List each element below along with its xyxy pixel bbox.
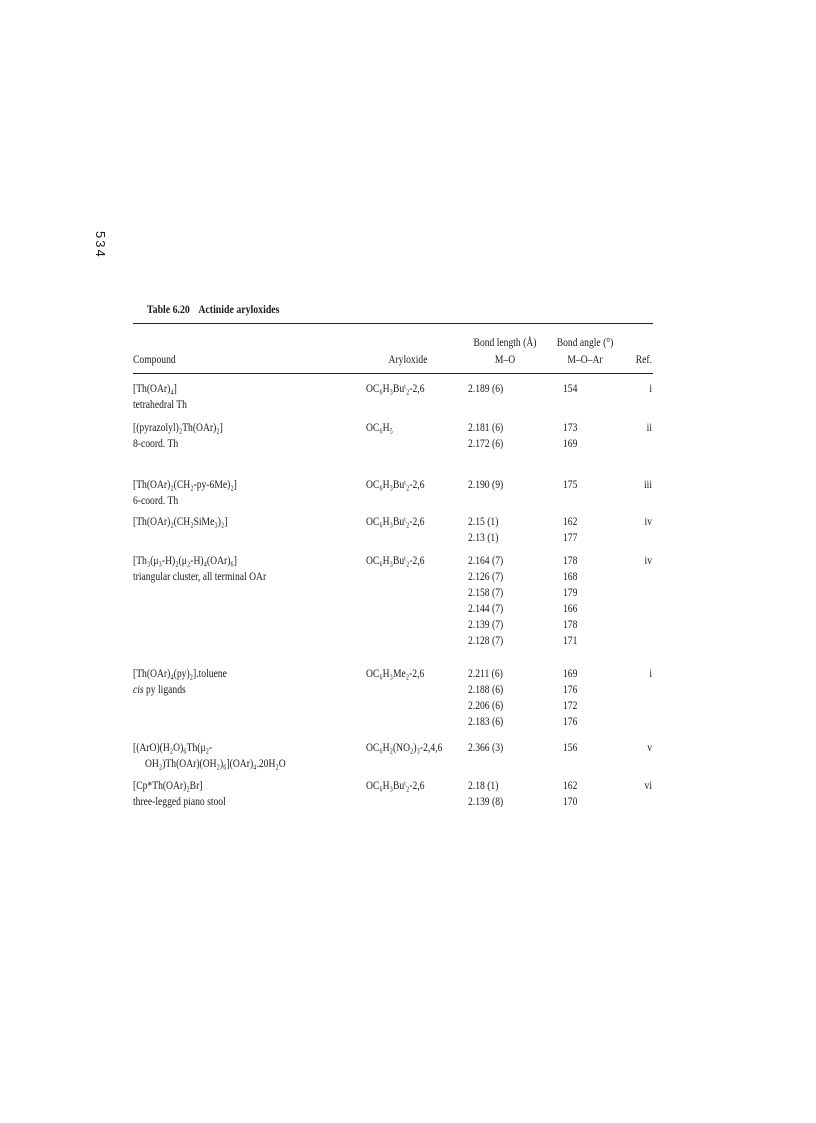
bond-angle-value: 169 [563,666,578,680]
bond-length-value: 2.128 (7) [468,632,504,647]
compound-note: 6-coord. Th [133,492,179,507]
bond-length-value: 2.183 (6) [468,713,504,728]
page-number: 534 [93,231,108,259]
bond-length-value: 2.366 (3) [468,740,504,754]
bond-angle-value: 162 [563,514,578,528]
note-italic: cis [133,681,144,696]
aryloxide-cell: OC₆H₃Buᵗ₂-2,6 [366,514,425,528]
header-bond-angle-sub: M–O–Ar [567,352,603,366]
bond-angle-value: 171 [563,632,578,647]
bond-length-value: 2.158 (7) [468,584,504,599]
bond-length-value: 2.139 (8) [468,793,504,808]
aryloxide-cell: OC₆H₃Buᵗ₂-2,6 [366,381,425,395]
header-compound: Compound [133,352,176,366]
bond-length-value: 2.206 (6) [468,697,504,712]
bond-length-value: 2.18 (1) [468,778,499,792]
table-title: Actinide aryloxides [198,302,280,316]
bond-length-value: 2.15 (1) [468,514,499,528]
bond-angle-value: 169 [563,435,578,450]
bond-angle-value: 166 [563,600,578,615]
bond-length-value: 2.211 (6) [468,666,503,680]
ref-cell: ii [646,420,652,434]
ref-cell: vi [644,778,652,792]
compound-note: tetrahedral Th [133,396,187,411]
compound-cell: [Th(OAr)₄(py)₂].toluene [133,666,227,680]
compound-cell: [Th(OAr)₂(CH₂-py-6Me)₂] [133,477,237,491]
aryloxide-cell: OC₆H₃Buᵗ₂-2,6 [366,477,425,491]
ref-cell: iii [643,477,652,491]
bond-length-value: 2.172 (6) [468,435,504,450]
table-caption [147,302,280,317]
compound-cell: [(pyrazolyl)₂Th(OAr)₂] [133,420,223,434]
bond-angle-value: 168 [563,568,578,583]
header-bond-angle: Bond angle (°) [556,335,614,349]
bond-angle-value: 178 [563,553,578,567]
aryloxide-cell: OC₆H₃Buᵗ₂-2,6 [366,553,425,567]
table-header-rule [133,373,653,374]
bond-length-value: 2.181 (6) [468,420,504,434]
ref-cell: iv [644,514,652,528]
compound-note: py ligands [146,681,186,696]
bond-length-value: 2.164 (7) [468,553,504,567]
ref-cell: i [649,666,652,680]
bond-length-value: 2.13 (1) [468,529,499,544]
table-top-rule [133,323,653,324]
bond-angle-value: 175 [563,477,578,491]
header-aryloxide: Aryloxide [388,352,428,366]
table-number: Table 6.20 [147,302,190,316]
compound-note: triangular cluster, all terminal OAr [133,568,267,583]
aryloxide-cell: OC₆H₅ [366,420,393,434]
bond-length-value: 2.126 (7) [468,568,504,583]
bond-length-value: 2.188 (6) [468,681,504,696]
bond-angle-value: 177 [563,529,578,544]
header-ref: Ref. [635,352,652,366]
bond-angle-value: 172 [563,697,578,712]
bond-angle-value: 162 [563,778,578,792]
compound-cell: [Cp*Th(OAr)₂Br] [133,778,203,792]
compound-cell-continued: OH₂)Th(OAr)(OH₂)₆](OAr)₄.20H₂O [145,755,286,770]
aryloxide-cell: OC₆H₃Me₂-2,6 [366,666,425,680]
bond-angle-value: 179 [563,584,578,599]
bond-angle-value: 176 [563,713,578,728]
bond-angle-value: 170 [563,793,578,808]
bond-length-value: 2.144 (7) [468,600,504,615]
ref-cell: v [647,740,652,754]
compound-note: 8-coord. Th [133,435,179,450]
bond-length-value: 2.189 (6) [468,381,504,395]
bond-length-value: 2.139 (7) [468,616,504,631]
aryloxide-cell: OC₆H₃Buᵗ₂-2,6 [366,778,425,792]
bond-length-value: 2.190 (9) [468,477,504,491]
aryloxide-cell: OC₆H₂(NO₂)₃-2,4,6 [366,740,443,754]
bond-angle-value: 173 [563,420,578,434]
bond-angle-value: 176 [563,681,578,696]
compound-note: three-legged piano stool [133,793,226,808]
bond-angle-value: 156 [563,740,578,754]
compound-cell: [(ArO)(H₂O)₆Th(μ₂- [133,740,213,754]
compound-cell: [Th₃(μ₃-H)₂(μ₂-H)₄(OAr)₆] [133,553,237,567]
header-bond-length: Bond length (Å) [473,335,537,349]
bond-angle-value: 178 [563,616,578,631]
compound-cell: [Th(OAr)₄] [133,381,177,395]
bond-angle-value: 154 [563,381,578,395]
compound-cell: [Th(OAr)₂(CH₂SiMe₃)₂] [133,514,228,528]
ref-cell: i [649,381,652,395]
ref-cell: iv [644,553,652,567]
header-bond-length-sub: M–O [494,352,516,366]
